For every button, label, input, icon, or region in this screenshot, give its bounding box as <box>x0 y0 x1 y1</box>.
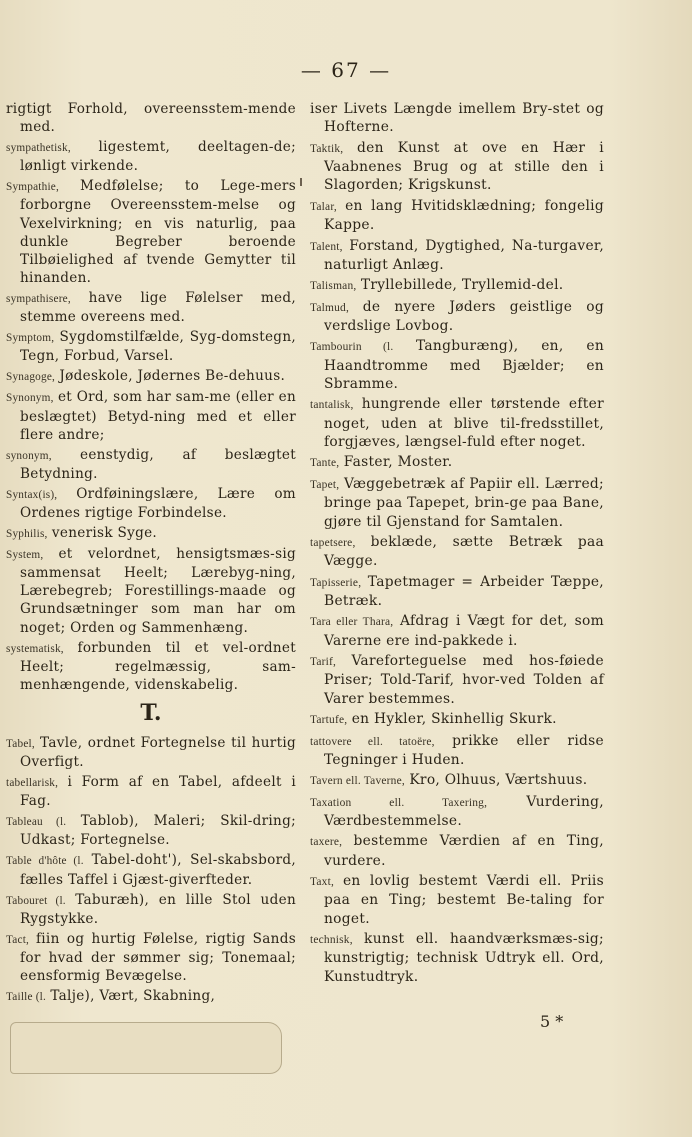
entry-definition: Forstand, Dygtighed, Na-turgaver, naturligt Anlæg. <box>324 237 604 273</box>
entry-headword: tabellarisk, <box>6 777 59 790</box>
entry-definition: en lovlig bestemt Værdi ell. Priis paa en Ting; bestemt Be-taling for noget. <box>324 873 604 927</box>
dictionary-entry <box>310 732 604 770</box>
dictionary-entry <box>310 533 604 571</box>
entry-headword: Syphilis, <box>6 528 48 541</box>
entry-definition: et velordnet, hensigtsmæs-sig sammensat Heelt; Lærebyg-ning, Lærebegreb; Forestillings-maade og Grundsætninger som man har om noget; Orden og Sammenhæng. <box>20 546 297 636</box>
entry-definition: Tapetmager = Arbeider Tæppe, Betræk. <box>324 573 604 609</box>
dictionary-entry <box>6 773 296 810</box>
entry-headword: Tarif, <box>310 656 337 669</box>
entry-definition: et Ord, som har sam-me (eller en beslægtet) Betyd-ning med et eller flere andre; <box>20 389 296 443</box>
entry-headword: tattovere ell. tatoëre, <box>310 735 435 748</box>
entry-definition: venerisk Syge. <box>51 525 158 542</box>
entry-definition: beklæde, sætte Betræk paa Vægge. <box>324 533 605 570</box>
entry-headword: Synagoge, <box>6 371 56 384</box>
entry-definition: hungrende eller tørstende efter noget, uden at blive til-fredsstillet, forgjæves, længsel-fuld efter noget. <box>324 396 604 451</box>
entry-definition: Faster, Moster. <box>343 454 453 471</box>
entry-definition: Tablob), Maleri; Skil-dring; Udkast; Fortegnelse. <box>20 813 296 849</box>
dictionary-entry <box>310 930 604 986</box>
entry-definition: iser Livets Længde imellem Bry-stet og Hofterne. <box>310 101 604 136</box>
entry-headword: Tavern ell. Taverne, <box>310 775 405 788</box>
entry-definition: bestemme Værdien af en Ting, vurdere. <box>324 833 604 869</box>
entry-definition: Afdrag i Vægt for det, som Varerne ere ind-pakkede i. <box>324 613 605 649</box>
entry-headword: System, <box>6 549 44 562</box>
dictionary-entry <box>6 328 296 365</box>
entry-definition: Kro, Olhuus, Værtshuus. <box>409 772 588 789</box>
entry-definition: Vareforteguelse med hos-føiede Priser; Told-Tarif, hvor-ved Tolden af Varer bestemmes. <box>324 653 604 707</box>
entry-definition: kunst ell. haandværksmæs-sig; kunstrigtig; technisk Udtryk ell. Ord, Kunstudtryk. <box>324 931 604 985</box>
entry-headword: Tara eller Thara, <box>310 616 394 629</box>
dictionary-entry <box>6 930 296 985</box>
dictionary-entry <box>310 197 604 235</box>
entry-headword: Tabouret (l. <box>6 894 66 907</box>
dictionary-entry <box>6 446 296 483</box>
entry-definition: Tryllebillede, Tryllemid-del. <box>360 277 564 294</box>
entry-definition: Jødeskole, Jødernes Be-dehuus. <box>59 368 286 385</box>
entry-headword: Taktik, <box>310 142 344 155</box>
entry-headword: Talisman, <box>310 280 357 293</box>
entry-definition: have lige Følelser med, stemme overeens med. <box>20 289 296 326</box>
entry-headword: Symptom, <box>6 332 55 345</box>
dictionary-entry <box>310 453 604 472</box>
entry-headword: Taxt, <box>310 876 335 889</box>
entry-definition: Ordføiningslære, Lære om Ordenes rigtige Forbindelse. <box>20 485 296 521</box>
entry-headword: synonym, <box>6 449 52 462</box>
entry-headword: Table d'hôte (l. <box>6 855 84 868</box>
dictionary-entry <box>310 276 604 295</box>
entry-headword: systematisk, <box>6 642 64 655</box>
dictionary-entry <box>6 367 296 386</box>
signature-mark: 5 * <box>540 1012 564 1031</box>
entry-headword: taxere, <box>310 836 343 849</box>
entry-headword: Sympathie, <box>6 181 60 194</box>
entry-definition: Tangburæng), en, en Haandtromme med Bjælder; en Sbramme. <box>324 338 605 393</box>
entry-headword: Synonym, <box>6 392 54 405</box>
dictionary-entry <box>310 771 604 790</box>
dictionary-entry <box>310 100 604 137</box>
entry-headword: Talmud, <box>310 301 350 314</box>
dictionary-entry <box>6 639 296 694</box>
dictionary-entry <box>6 138 296 175</box>
dictionary-entry <box>6 545 296 636</box>
dictionary-entry <box>6 851 296 888</box>
entry-definition: Vurdering, Værdbestemmelse. <box>324 793 604 829</box>
dictionary-entry <box>6 485 296 522</box>
entry-definition: Væggebetræk af Papiir ell. Lærred; bringe paa Tapepet, brin-ge paa Bane, gjøre til Gjenstand for Samtalen. <box>324 475 604 530</box>
dictionary-entry <box>310 652 604 708</box>
dictionary-entry <box>6 388 296 443</box>
entry-definition: eenstydig, af beslægtet Betydning. <box>20 446 297 482</box>
paper-tear <box>10 1022 282 1074</box>
entry-definition: de nyere Jøders geistlige og verdslige Lovbog. <box>324 298 604 334</box>
entry-headword: sympathetisk, <box>6 142 71 155</box>
entry-headword: Talar, <box>310 200 337 213</box>
entry-definition: Taburæh), en lille Stol uden Rygstykke. <box>20 891 297 927</box>
entry-headword: Taxation ell. Taxering, <box>310 796 488 809</box>
dictionary-entry <box>310 139 604 195</box>
entry-headword: Tartufe, <box>310 714 348 727</box>
dictionary-entry <box>6 891 296 928</box>
entry-definition: prikke eller ridse Tegninger i Huden. <box>324 732 605 768</box>
entry-definition: forbunden til et vel-ordnet Heelt; regelmæssig, sam-menhængende, videnskabelig. <box>20 639 297 693</box>
entry-headword: Tapet, <box>310 478 340 491</box>
dictionary-entry <box>6 734 296 771</box>
dictionary-entry <box>6 987 296 1006</box>
entry-definition: Tabel-doht'), Sel-skabsbord, fælles Taffel i Gjæst-giverfteder. <box>20 852 296 888</box>
entry-headword: Talent, <box>310 240 343 253</box>
dictionary-entry <box>310 832 604 870</box>
entry-definition: i Form af en Tabel, afdeelt i Fag. <box>20 774 296 810</box>
entry-headword: Syntax(is), <box>6 488 58 501</box>
dictionary-entry <box>310 573 604 611</box>
entry-definition: ligestemt, deeltagen-de; lønligt virkende. <box>20 139 297 175</box>
dictionary-entry <box>310 395 604 451</box>
entry-headword: Tambourin (l. <box>310 341 394 354</box>
dictionary-entry <box>6 812 296 849</box>
entry-headword: sympathisere, <box>6 292 71 305</box>
entry-headword: Tact, <box>6 933 30 946</box>
page-number: — 67 — <box>300 58 392 82</box>
entry-headword: Tante, <box>310 457 340 470</box>
dictionary-entry <box>310 793 604 831</box>
entry-definition: en lang Hvitidsklædning; fongelig Kappe. <box>324 197 605 234</box>
entry-definition: rigtigt Forhold, overeensstem-mende med. <box>6 101 296 136</box>
dictionary-entry <box>310 475 604 531</box>
left-column <box>6 100 296 1008</box>
entry-definition: Talje), Vært, Skabning, <box>50 988 216 1005</box>
entry-definition: den Kunst at ove en Hær i Vaabnenes Brug og at stille den i Slagorden; Krigskunst. <box>324 139 604 194</box>
dictionary-entry <box>6 524 296 543</box>
entry-headword: tantalisk, <box>310 399 354 412</box>
dictionary-entry <box>310 612 604 650</box>
dictionary-entry <box>6 100 296 136</box>
entry-headword: tapetsere, <box>310 536 356 549</box>
entry-headword: Tableau (l. <box>6 816 67 829</box>
entry-definition: fiin og hurtig Følelse, rigtig Sands for hvad der sømmer sig; Tonemaal; eensformig Bevægelse. <box>20 930 296 985</box>
dictionary-entry <box>310 872 604 928</box>
entry-headword: Tapisserie, <box>310 576 362 589</box>
dictionary-entry <box>6 177 296 287</box>
entry-headword: Taille (l. <box>6 991 46 1004</box>
dictionary-entry <box>6 289 296 326</box>
dictionary-entry <box>310 337 604 393</box>
entry-headword: Tabel, <box>6 737 35 750</box>
entry-definition: en Hykler, Skinhellig Skurk. <box>351 711 557 728</box>
dictionary-entry <box>310 710 604 729</box>
section-letter: T. <box>140 699 162 726</box>
binding-mark <box>300 178 302 186</box>
entry-definition: Tavle, ordnet Fortegnelse til hurtig Overfigt. <box>20 734 296 770</box>
entry-definition: Medfølelse; to Lege-mers forborgne Overeensstem-melse og Vexelvirkning; en vis naturlig, paa dunkle Begreber beroende Tilbøielighed af tvende Gemytter til hinanden. <box>20 178 296 286</box>
dictionary-entry <box>310 237 604 275</box>
entry-headword: technisk, <box>310 934 353 947</box>
right-column <box>310 100 604 988</box>
entry-definition: Sygdomstilfælde, Syg-domstegn, Tegn, Forbud, Varsel. <box>20 329 296 365</box>
dictionary-entry <box>310 298 604 336</box>
